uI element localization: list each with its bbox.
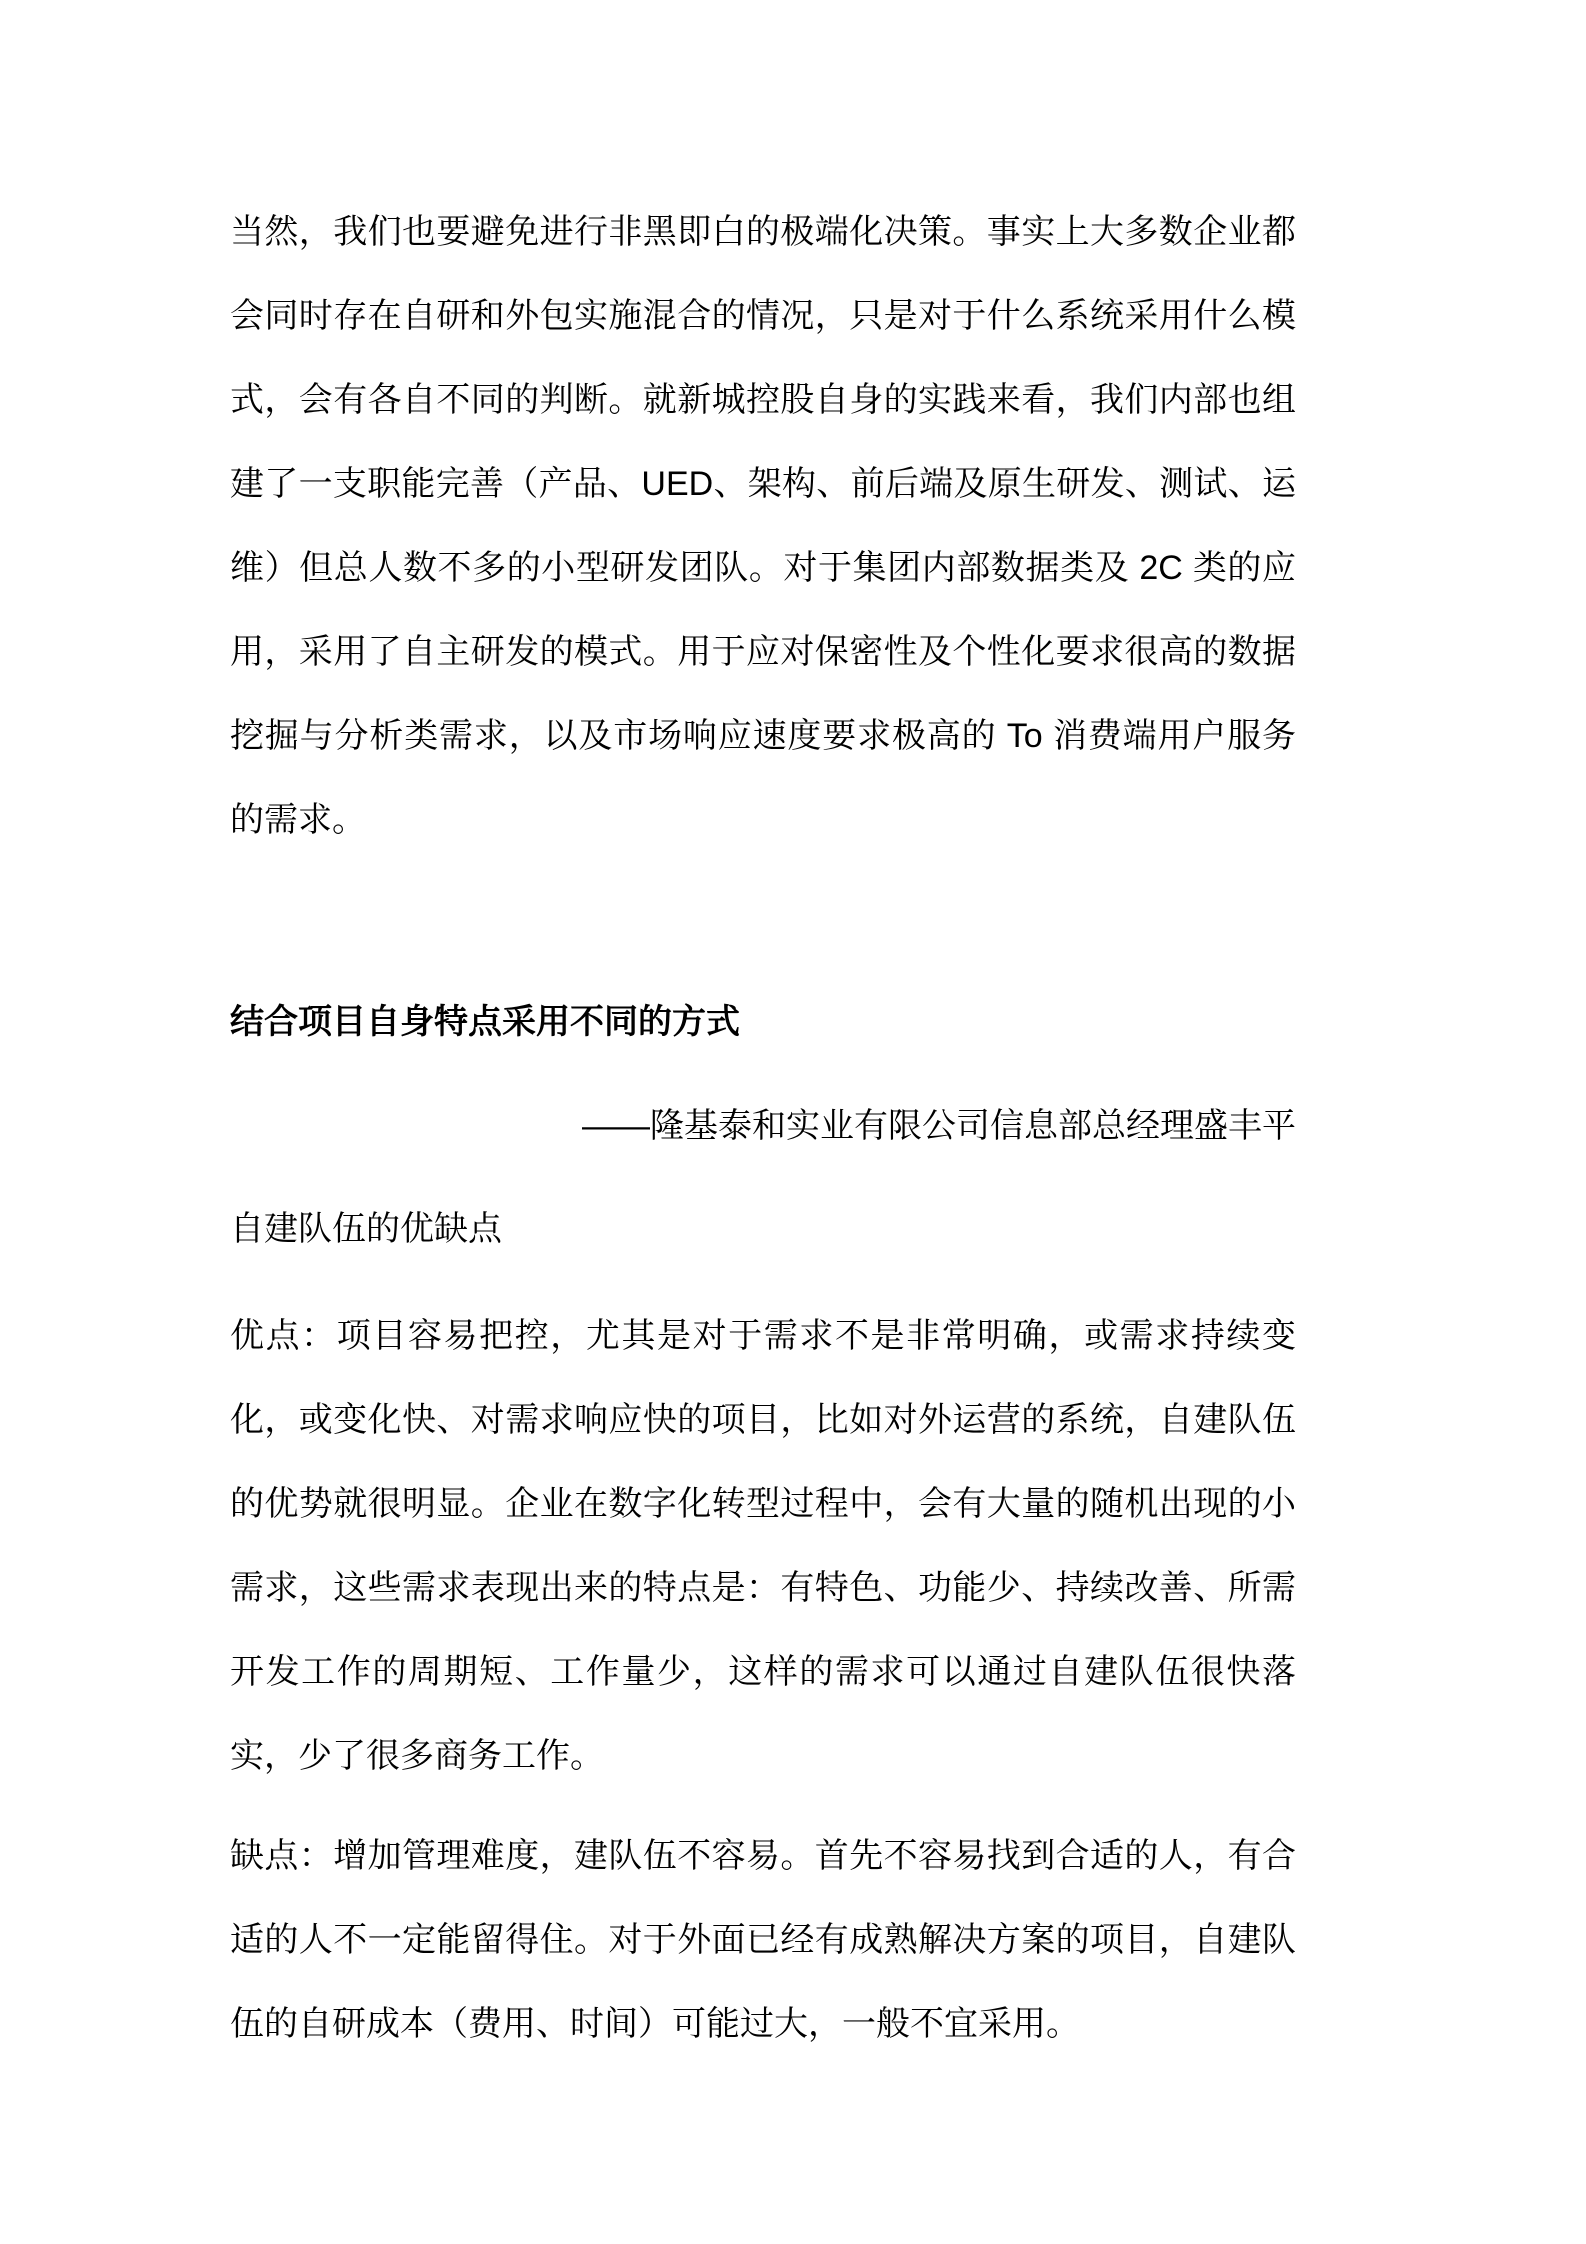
section-heading: 结合项目自身特点采用不同的方式	[230, 1003, 740, 1041]
paragraph-mixed-mode-discussion: 当然，我们也要避免进行非黑即白的极端化决策。事实上大多数企业都会同时存在自研和外包实施混合的情况，只是对于什么系统采用什么模式，会有各自不同的判断。就新城控股自身的实践来看，我们内部也组建了一支职能完善（产品、UED、架构、前后端及原生研发、测试、运维）但总人数不多的小型研发团队。对于集团内部数据类及 2C 类的应用，采用了自主研发的模式。用于应对保密性及个性化要求很高的数据挖掘与分析类需求，以及市场响应速度要求极高的 To 消费端用户服务的需求。	[230, 213, 1296, 839]
subheading-self-built-team: 自建队伍的优缺点	[230, 1210, 502, 1248]
paragraph-pros: 优点：项目容易把控，尤其是对于需求不是非常明确，或需求持续变化，或变化快、对需求响应快的项目，比如对外运营的系统，自建队伍的优势就很明显。企业在数字化转型过程中，会有大量的随机出现的小需求，这些需求表现出来的特点是：有特色、功能少、持续改善、所需开发工作的周期短、工作量少，这样的需求可以通过自建队伍很快落实，少了很多商务工作。	[230, 1317, 1296, 1775]
paragraph-cons: 缺点：增加管理难度，建队伍不容易。首先不容易找到合适的人，有合适的人不一定能留得住。对于外面已经有成熟解决方案的项目，自建队伍的自研成本（费用、时间）可能过大，一般不宜采用。	[230, 1837, 1296, 2043]
attribution-line: ——隆基泰和实业有限公司信息部总经理盛丰平	[582, 1107, 1296, 1145]
